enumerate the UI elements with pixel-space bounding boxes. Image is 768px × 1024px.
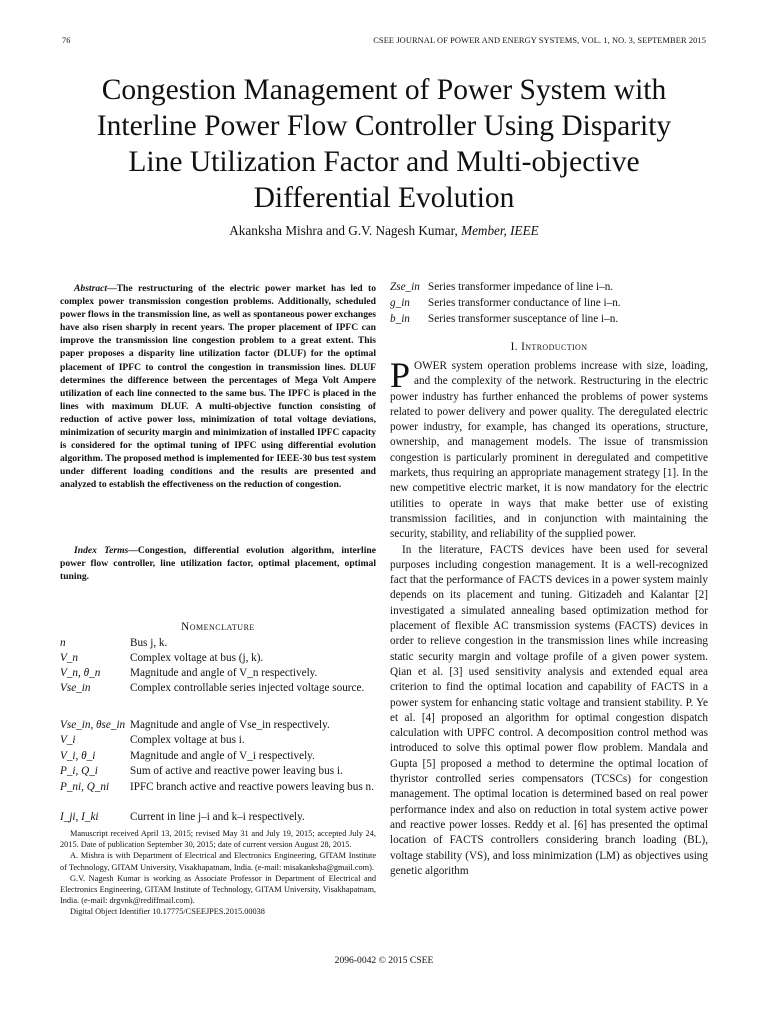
nomenclature-definition: Series transformer susceptance of line i–n.: [428, 313, 619, 325]
title-line-1: Congestion Management of Power System with: [101, 74, 667, 106]
nomenclature-symbol: V_n: [60, 652, 79, 664]
page-number: 76: [62, 36, 71, 45]
nomenclature-symbol: V_i, θ_i: [60, 750, 96, 762]
abstract-text: —The restructuring of the electric power market has led to complex power transmission congestion problems. Additionally, scheduled power flows in the transmission line, as well as spontaneous power exchanges have also risen sharply in recent years. The proper placement of IPFC can improve the transmission line congestion problem to a great extent. This paper proposes a disparity line utilization factor (DLUF) for the optimal placement of IPFC to control the congestion in transmission lines. DLUF determines the difference between the percentages of Mega Volt Ampere utilization of each line connected to the same bus. The IPFC is placed in the lines with maximum DLUF. A multi-objective function consisting of reduction of active power loss, minimization of total voltage deviations, minimization of security margin and minimization of installed IPFC capacity is considered for the optimal tuning of IPFC using differential evolution algorithm. The proposed method is implemented for IEEE-30 bus test system under different loading conditions and the results are presented and analyzed to establish the effectiveness on the reduction of congestion.: [60, 283, 376, 491]
nomenclature-symbol: Vse_in, θse_in: [60, 719, 126, 731]
nomenclature-definition: Series transformer impedance of line i–n.: [428, 281, 614, 293]
nomenclature-symbol: g_in: [390, 297, 410, 309]
author-line: [60, 223, 708, 239]
intro-paragraph-1: [390, 355, 708, 543]
nomenclature-definition: Sum of active and reactive power leaving bus i.: [130, 765, 343, 777]
paper-title: [60, 72, 708, 216]
nomenclature-list-continued: [390, 279, 708, 327]
nomenclature-symbol: b_in: [390, 313, 410, 325]
nomenclature-definition: Complex voltage at bus (j, k).: [130, 652, 264, 664]
title-line-2: Interline Power Flow Controller Using Disparity: [96, 110, 672, 142]
index-terms-label: Index Terms: [74, 545, 129, 556]
footnote-doi: Digital Object Identifier 10.17775/CSEEJPES.2015.00038: [70, 907, 265, 917]
nomenclature-definition: Magnitude and angle of Vse_in respectively.: [130, 719, 330, 731]
section-number: I.: [510, 341, 518, 353]
nomenclature-symbol: I_ji, I_ki: [60, 811, 99, 823]
nomenclature-symbol: P_i, Q_i: [60, 765, 98, 777]
nomenclature-symbol: V_n, θ_n: [60, 667, 101, 679]
nomenclature-definition: Magnitude and angle of V_n respectively.: [130, 667, 318, 679]
section-title: Introduction: [521, 341, 588, 353]
index-terms-text: —Congestion, differential evolution algorithm, interline power flow controller, line utilization factor, optimal placement, optimal tuning.: [60, 545, 376, 583]
drop-cap: P: [390, 355, 411, 395]
nomenclature-symbol: V_i: [60, 734, 76, 746]
lead-word: OWER: [414, 360, 447, 372]
nomenclature-definition: Magnitude and angle of V_i respectively.: [130, 750, 315, 762]
intro-paragraph-2: In the literature, FACTS devices have been used for several purposes including congestion management. It is a well-recognized fact that the performance of FACTS devices in a power system mainly depends on its placement and tuning. Gitizadeh and Kalantar [2] investigated a simulated annealing based optimization method for placement of flexible AC transmission systems (FACTS) devices in order to relieve congestion in the transmission lines while increasing static security margin and voltage profile of a given power system. Qian et al. [3] used sensitivity analysis and extended equal area criterion to find the optimal location and capability of FACTS in a power system for enhancing static voltage and transient stability. P. Ye et al. [4] proposed an algorithm for optimal congestion dispatch calculation with UPFC control. A decomposition control method was introduced to solve this optimal power flow problem. Mandala and Gupta [5] proposed a method to determine the optimal location of thyristor controlled series compensators (TCSCs) for congestion management. The optimal location is determined based on real power performance index and also on reduction in total system active power and reactive power losses. Reddy et al. [6] has presented the optimal location of FACTS controllers considering branch loading (BL), voltage stability (VS), and loss minimization (LM) as objectives using genetic algorithm: [390, 543, 708, 877]
author-names: Akanksha Mishra and G.V. Nagesh Kumar,: [229, 223, 458, 238]
copyright-footer: 2096-0042 © 2015 CSEE: [334, 955, 434, 966]
title-line-4: Differential Evolution: [253, 182, 515, 214]
nomenclature-symbol: Zse_in: [390, 281, 420, 293]
footnote-manuscript: Manuscript received April 13, 2015; revised May 31 and July 19, 2015; accepted July 24, 2015. Date of publication September 30, 2015; date of current version August 28, 2015.: [60, 829, 376, 850]
nomenclature-definition: Current in line j–i and k–i respectively.: [130, 811, 305, 823]
journal-name: CSEE JOURNAL OF POWER AND ENERGY SYSTEMS, VOL. 1, NO. 3, SEPTEMBER 2015: [373, 36, 706, 45]
nomenclature-symbol: P_ni, Q_ni: [60, 781, 110, 793]
index-terms: [60, 544, 376, 583]
author-membership: Member, IEEE: [461, 223, 539, 238]
introduction-body: [390, 355, 708, 879]
intro-paragraph-1-text: system operation problems increase with size, loading, and the complexity of the network. Restructuring in the electric power industry has further enhanced the problems of power systems related to power delivery and power quality. The deregulated electric power industry, for example, has changed its operations, structure, ownership, and management models. The issue of transmission congestion is particularly prominent in deregulated and competitive markets, thus requiring an appropriate management strategy [1]. In the new competitive electric market, it is now mandatory for the electric utilities to operate in ways that make better use of existing transmission facilities, and in conjunction with maintaining the security, stability, and reliability of the supplied power.: [390, 360, 708, 541]
nomenclature-definition: Series transformer conductance of line i–n.: [428, 297, 621, 309]
nomenclature-symbol: n: [60, 637, 66, 649]
nomenclature-item: [390, 295, 708, 311]
running-header: [62, 36, 706, 50]
footnote-author-2: G.V. Nagesh Kumar is working as Associate Professor in Department of Electrical and Electronics Engineering, GITAM Institute of Technology, GITAM University, Visakhapatnam, India. (e-mail: drgvnk@rediffmail.com).: [60, 873, 376, 906]
nomenclature-item: [390, 279, 708, 295]
abstract: [60, 282, 376, 492]
nomenclature-definition: Bus j, k.: [130, 637, 168, 649]
title-line-3: Line Utilization Factor and Multi-objective: [128, 146, 640, 178]
nomenclature-definition: Complex controllable series injected voltage source.: [130, 682, 365, 694]
section-heading-introduction: [390, 341, 708, 353]
nomenclature-heading: Nomenclature: [181, 621, 255, 633]
abstract-label: Abstract: [74, 283, 108, 294]
nomenclature-item: [390, 311, 708, 327]
nomenclature-definition: Complex voltage at bus i.: [130, 734, 245, 746]
nomenclature-definition: IPFC branch active and reactive powers leaving bus n.: [130, 781, 374, 793]
nomenclature-symbol: Vse_in: [60, 682, 91, 694]
footnote-author-1: A. Mishra is with Department of Electrical and Electronics Engineering, GITAM Institute of Technology, GITAM University, Visakhapatnam, India. (e-mail: misakanksha@gmail.com).: [60, 851, 376, 872]
footnote: [60, 828, 376, 918]
